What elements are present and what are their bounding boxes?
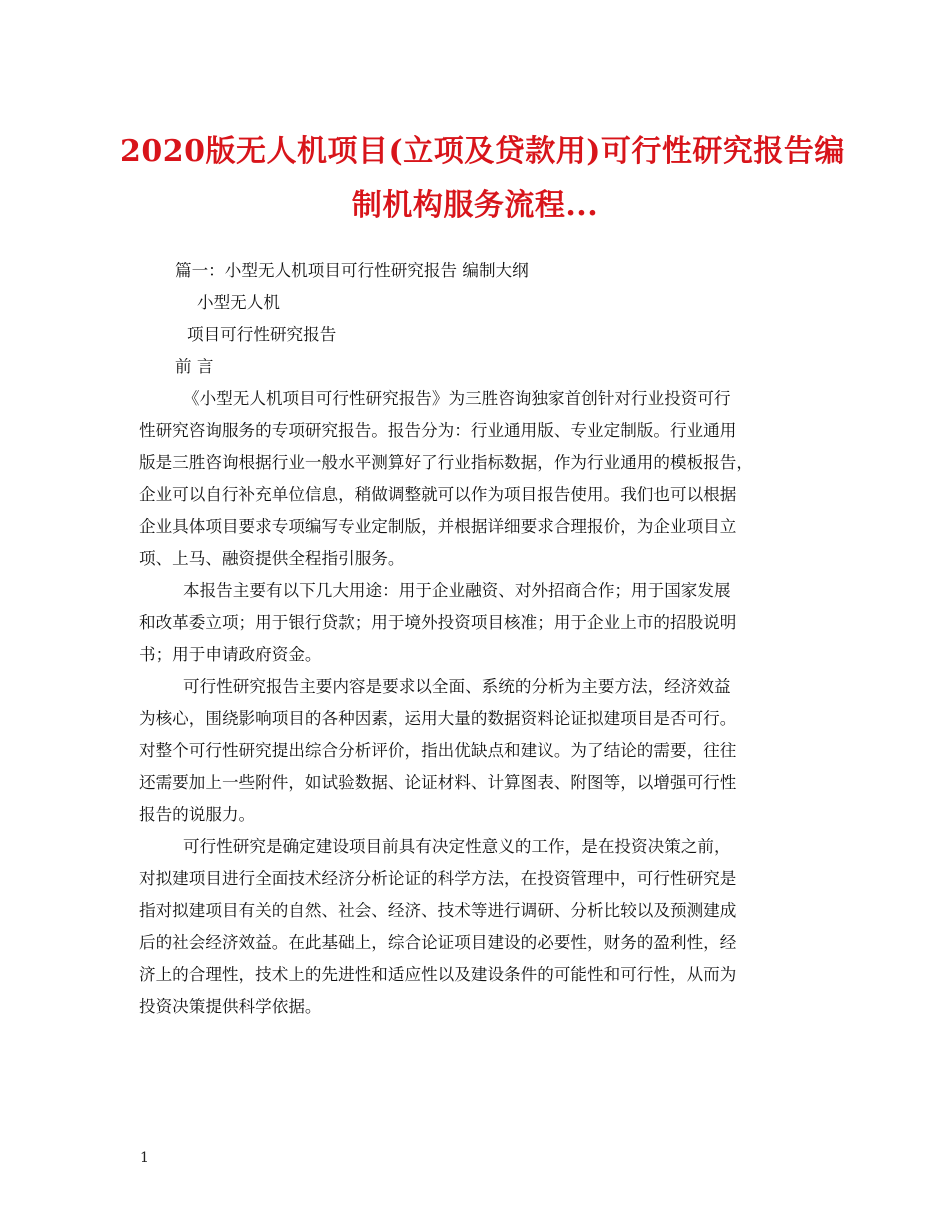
paragraph-line: 企业具体项目要求专项编写专业定制版，并根据详细要求合理报价，为企业项目立 [139,517,737,536]
paragraph-line: 《小型无人机项目可行性研究报告》为三胜咨询独家首创针对行业投资可行 [183,389,731,408]
paragraph-2 [139,575,819,671]
paragraph-line: 书；用于申请政府资金。 [139,645,322,664]
page-number: 1 [140,1150,149,1166]
paragraph-line: 对拟建项目进行全面技术经济分析论证的科学方法，在投资管理中，可行性研究是 [139,869,737,888]
paragraph-line: 版是三胜咨询根据行业一般水平测算好了行业指标数据，作为行业通用的模板报告， [139,453,753,472]
paragraph-line: 为核心，围绕影响项目的各种因素，运用大量的数据资料论证拟建项目是否可行。 [139,709,737,728]
paragraph-line: 性研究咨询服务的专项研究报告。报告分为：行业通用版、专业定制版。行业通用 [139,421,737,440]
paragraph-line: 项、上马、融资提供全程指引服务。 [139,549,405,568]
title-line-1: 2020版无人机项目(立项及贷款用)可行性研究报告编 [120,134,845,169]
paragraph-line: 济上的合理性，技术上的先进性和适应性以及建设条件的可能性和可行性，从而为 [139,965,737,984]
paragraph-1 [139,383,819,575]
paragraph-line: 还需要加上一些附件，如试验数据、论证材料、计算图表、附图等，以增强可行性 [139,773,737,792]
title-line-2: 制机构服务流程... [351,188,599,223]
paragraph-3 [139,671,819,831]
subtitle-line-2: 项目可行性研究报告 [187,325,337,344]
preface-heading: 前 言 [175,357,214,376]
paragraph-line: 和改革委立项；用于银行贷款；用于境外投资项目核准；用于企业上市的招股说明 [139,613,737,632]
paragraph-line: 企业可以自行补充单位信息，稍做调整就可以作为项目报告使用。我们也可以根据 [139,485,737,504]
paragraph-line: 后的社会经济效益。在此基础上，综合论证项目建设的必要性，财务的盈利性，经 [139,933,737,952]
subtitle-line-1: 小型无人机 [197,293,280,312]
paragraph-line: 可行性研究报告主要内容是要求以全面、系统的分析为主要方法，经济效益 [183,677,731,696]
paragraph-line: 指对拟建项目有关的自然、社会、经济、技术等进行调研、分析比较以及预测建成 [139,901,737,920]
chapter-heading: 篇一：小型无人机项目可行性研究报告 编制大纲 [175,261,529,280]
paragraph-line: 本报告主要有以下几大用途：用于企业融资、对外招商合作；用于国家发展 [183,581,731,600]
paragraph-line: 对整个可行性研究提出综合分析评价，指出优缺点和建议。为了结论的需要，往往 [139,741,737,760]
document-title [120,125,845,233]
paragraph-line: 报告的说服力。 [139,805,256,824]
paragraph-line: 投资决策提供科学依据。 [139,997,322,1016]
paragraph-line: 可行性研究是确定建设项目前具有决定性意义的工作，是在投资决策之前， [183,837,731,856]
document-body [139,255,819,1023]
paragraph-4 [139,831,819,1023]
